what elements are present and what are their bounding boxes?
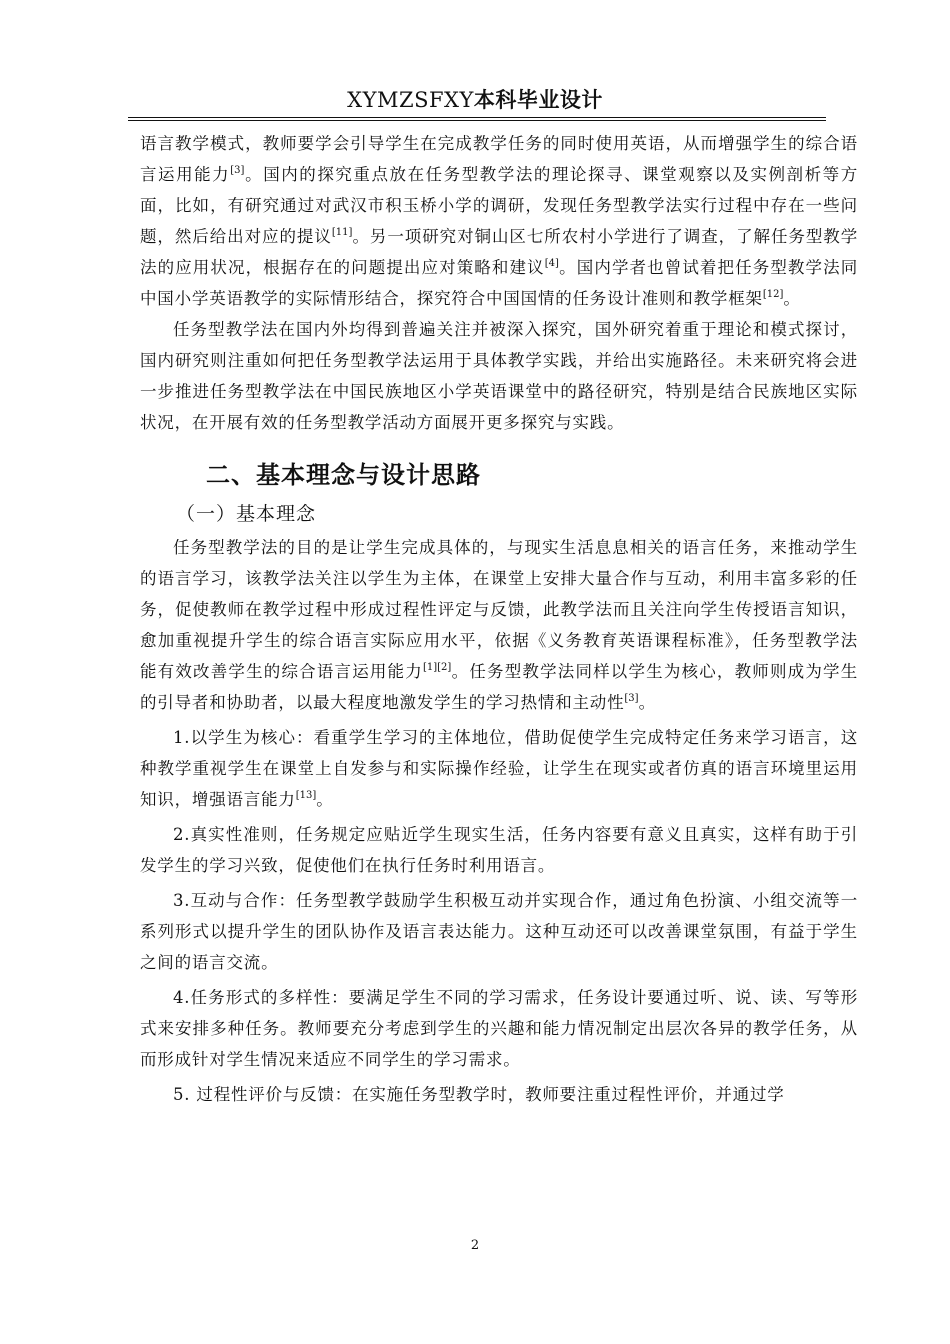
list-item-text: 3.互动与合作：任务型教学鼓励学生积极互动并实现合作，通过角色扮演、小组交流等一系列形式以提升学生的团队协作及语言表达能力。这种互动还可以改善课堂氛围，有益于学生之间的语言交流。: [140, 891, 858, 972]
list-item-1: [140, 722, 858, 815]
citation: [1][2]: [422, 662, 452, 673]
citation: [11]: [331, 227, 353, 238]
page-number: 2: [470, 1238, 480, 1253]
paragraph-3: [140, 532, 858, 718]
paragraph-text: 。国内学者也曾试着把任务型教学法同中国小学英语教学的实际情形结合，探究符合中国国情的任务设计准则和教学框架: [140, 258, 858, 308]
list-item-2: [140, 819, 858, 881]
paragraph-text: 。另一项研究对铜山区七所农村小学进行了调查，了解任务型教学法的应用状况，根据存在的问题提出应对策略和建议: [140, 227, 858, 277]
paragraph-2: 任务型教学法在国内外均得到普遍关注并被深入探究，国外研究着重于理论和模式探讨，国内研究则注重如何把任务型教学法运用于具体教学实践，并给出实施路径。未来研究将会进一步推进任务型教学法在中国民族地区小学英语课堂中的路径研究，特别是结合民族地区实际状况，在开展有效的任务型教学活动方面展开更多探究与实践。: [140, 320, 858, 432]
list-item-text: 1.以学生为核心：看重学生学习的主体地位，借助促使学生完成特定任务来学习语言，这种教学重视学生在课堂上自发参与和实际操作经验，让学生在现实或者仿真的语言环境里运用知识，增强语言能力: [140, 728, 858, 809]
citation: [4]: [544, 258, 559, 269]
page-header: [0, 86, 950, 114]
document-body: [140, 128, 858, 1110]
paragraph-text: 任务型教学法的目的是让学生完成具体的，与现实生活息息相关的语言任务，来推动学生的语言学习，该教学法关注以学生为主体，在课堂上安排大量合作与互动，利用丰富多彩的任务，促使教师在教学过程中形成过程性评定与反馈，此教学法而且关注向学生传授语言知识，愈加重视提升学生的综合语言实际应用水平，依据《义务教育英语课程标准》，任务型教学法能有效改善学生的综合语言运用能力: [140, 538, 858, 681]
list-item-text: 。: [316, 790, 334, 809]
list-item-text: 2.真实性准则，任务规定应贴近学生现实生活，任务内容要有意义且真实，这样有助于引发学生的学习兴致，促使他们在执行任务时利用语言。: [140, 825, 858, 875]
list-item-3: [140, 885, 858, 978]
list-item-text: 5. 过程性评价与反馈：在实施任务型教学时，教师要注重过程性评价，并通过学: [173, 1085, 785, 1104]
paragraph-1: [140, 128, 858, 314]
citation: [3]: [624, 693, 639, 704]
paragraph-text: 语言教学模式，教师要学会引导学生在完成教学任务的同时使用英语，从而增强学生的综合语言运用能力: [140, 134, 858, 184]
section-heading: 二、基本理念与设计思路: [206, 461, 481, 489]
citation: [3]: [230, 165, 245, 176]
header-code: XYMZSFXY: [347, 88, 474, 112]
list-item-5: [140, 1079, 858, 1110]
citation: [13]: [295, 790, 317, 801]
paragraph-text: 。任务型教学法同样以学生为核心，教师则成为学生的引导者和协助者，以最大程度地激发学生的学习热情和主动性: [140, 662, 858, 712]
list-item-text: 4.任务形式的多样性：要满足学生不同的学习需求，任务设计要通过听、说、读、写等形式来安排多种任务。教师要充分考虑到学生的兴趣和能力情况制定出层次各异的教学任务，从而形成针对学生情况来适应不同学生的学习需求。: [140, 988, 858, 1069]
paragraph-text: 。: [638, 693, 656, 712]
header-rule: [128, 117, 826, 121]
paragraph-text: 。: [783, 289, 801, 308]
citation: [12]: [762, 289, 784, 300]
paragraph-text: 。国内的探究重点放在任务型教学法的理论探寻、课堂观察以及实例剖析等方面，比如，有研究通过对武汉市积玉桥小学的调研，发现任务型教学法实行过程中存在一些问题，然后给出对应的提议: [140, 165, 858, 246]
header-title: 本科毕业设计: [473, 88, 603, 112]
list-item-4: [140, 982, 858, 1075]
subsection-heading: （一）基本理念: [176, 503, 317, 525]
